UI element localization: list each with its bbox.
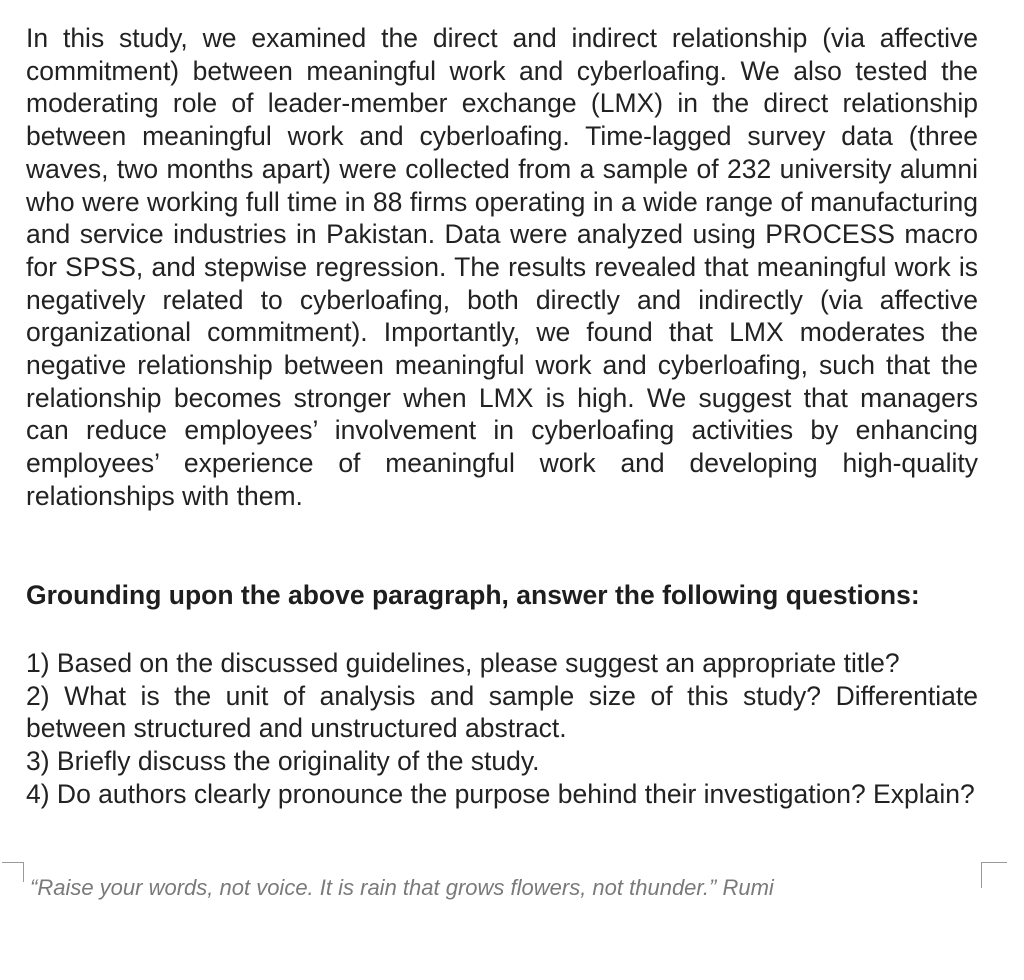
question-item-2: 2) What is the unit of analysis and sample size of this study? Differentiate between structured and unstructured abstract. (26, 680, 978, 744)
page-corner-mark-left (2, 862, 24, 882)
abstract-paragraph: In this study, we examined the direct and indirect relationship (via affective commitment) between meaningful work and cyberloafing. We also tested the moderating role of leader-member exchange (LMX) in the direct relationship between meaningful work and cyberloafing. Time-lagged survey data (three waves, two months apart) were collected from a sample of 232 university alumni who were working full time in 88 firms operating in a wide range of manufacturing and service industries in Pakistan. Data were analyzed using PROCESS macro for SPSS, and stepwise regression. The results revealed that meaningful work is negatively related to cyberloafing, both directly and indirectly (via affective organizational commitment). Importantly, we found that LMX moderates the negative relationship between meaningful work and cyberloafing, such that the relationship becomes stronger when LMX is high. We suggest that managers can reduce employees’ involvement in cyberloafing activities by enhancing employees’ experience of meaningful work and developing high-quality relationships with them. (26, 23, 978, 511)
question-item-3: 3) Briefly discuss the originality of the study. (26, 746, 540, 777)
footer-quote: “Raise your words, not voice. It is rain that grows flowers, not thunder.” Rumi (30, 875, 774, 900)
questions-list (26, 647, 978, 811)
question-item-1: 1) Based on the discussed guidelines, please suggest an appropriate title? (26, 648, 900, 678)
page-corner-mark-right (981, 862, 1007, 888)
document-page (26, 22, 978, 809)
page-footer (0, 858, 1024, 918)
question-item-4: 4) Do authors clearly pronounce the purpose behind their investigation? Explain? (26, 778, 975, 809)
questions-heading: Grounding upon the above paragraph, answer the following questions: (26, 580, 920, 610)
